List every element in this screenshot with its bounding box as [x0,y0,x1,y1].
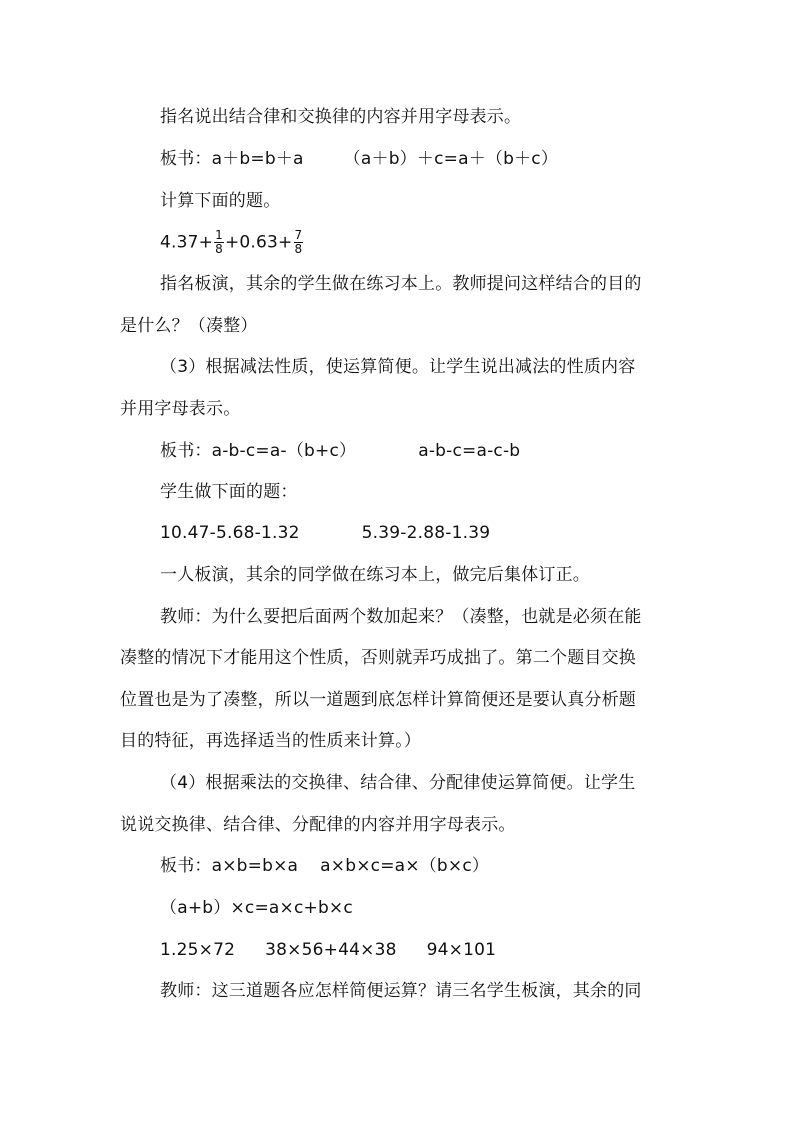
fraction [294,229,304,256]
paragraph-line [120,731,421,751]
paragraph-line [120,316,258,336]
paragraph-line [120,815,516,835]
formula: 板书：a×b=b×a [160,856,299,876]
numerator: 1 [215,228,223,242]
expr-part: +0.63+ [224,232,293,253]
formula: 板书：a-b-c=a-（b+c） [160,441,357,461]
exercise: 38×56+44×38 [265,940,397,960]
board-formula-distributive [160,898,353,918]
text: 位置也是为了凑整，所以一道题到底怎样计算简便还是要认真分析题 [120,690,636,710]
paragraph-line [160,607,642,627]
formula: a-b-c=a-c-b [418,441,521,461]
text: 教师：这三道题各应怎样简便运算？请三名学生板演，其余的同 [160,981,642,1001]
paragraph-line [160,357,635,377]
formula: a×b×c=a×（b×c） [320,856,490,876]
paragraph-line [120,690,636,710]
text: 指名说出结合律和交换律的内容并用字母表示。 [160,107,522,127]
paragraph-line [120,399,240,419]
exercise: 10.47-5.68-1.32 [160,523,300,543]
paragraph-line [160,191,280,211]
fraction [214,229,224,256]
paragraph-line [160,981,642,1001]
paragraph-line [120,648,636,668]
text: 教师：为什么要把后面两个数加起来？（凑整，也就是必须在能 [160,607,642,627]
expression-with-fractions [160,229,304,256]
paragraph-line [160,773,635,793]
formula-associative: （a＋b）＋c=a＋（b＋c） [343,149,559,169]
board-formula-multiplication [160,856,489,876]
paragraph-line [160,482,298,502]
paragraph-line [160,274,642,294]
numerator: 7 [294,228,303,242]
denominator: 8 [294,242,303,256]
denominator: 8 [215,242,223,256]
exercise: 1.25×72 [160,940,236,960]
text: 计算下面的题。 [160,191,281,211]
board-formula-addition [160,149,558,169]
paragraph-line [160,565,590,585]
exercise: 94×101 [426,940,497,960]
text: 目的特征，再选择适当的性质来计算。） [120,731,422,751]
text: 说说交换律、结合律、分配律的内容并用字母表示。 [120,815,516,835]
text: （3）根据减法性质，使运算简便。让学生说出减法的性质内容 [160,357,636,377]
text: 一人板演，其余的同学做在练习本上，做完后集体订正。 [160,565,590,585]
paragraph-line [160,107,521,127]
formula: （a+b）×c=a×c+b×c [160,898,353,918]
exercise: 5.39-2.88-1.39 [361,523,491,543]
formula-commutative: 板书：a＋b=b＋a [160,149,304,169]
exercise-line [160,523,490,543]
text: 凑整的情况下才能用这个性质，否则就弄巧成拙了。第二个题目交换 [120,648,636,668]
text: （4）根据乘法的交换律、结合律、分配律使运算简便。让学生 [160,773,636,793]
text: 学生做下面的题： [160,482,298,502]
text: 是什么？（凑整） [120,316,258,336]
board-formula-subtraction [160,441,520,461]
exercise-line [160,940,496,960]
text: 指名板演，其余的学生做在练习本上。教师提问这样结合的目的 [160,274,642,294]
expr-part: 4.37+ [160,232,214,253]
text: 并用字母表示。 [120,399,241,419]
